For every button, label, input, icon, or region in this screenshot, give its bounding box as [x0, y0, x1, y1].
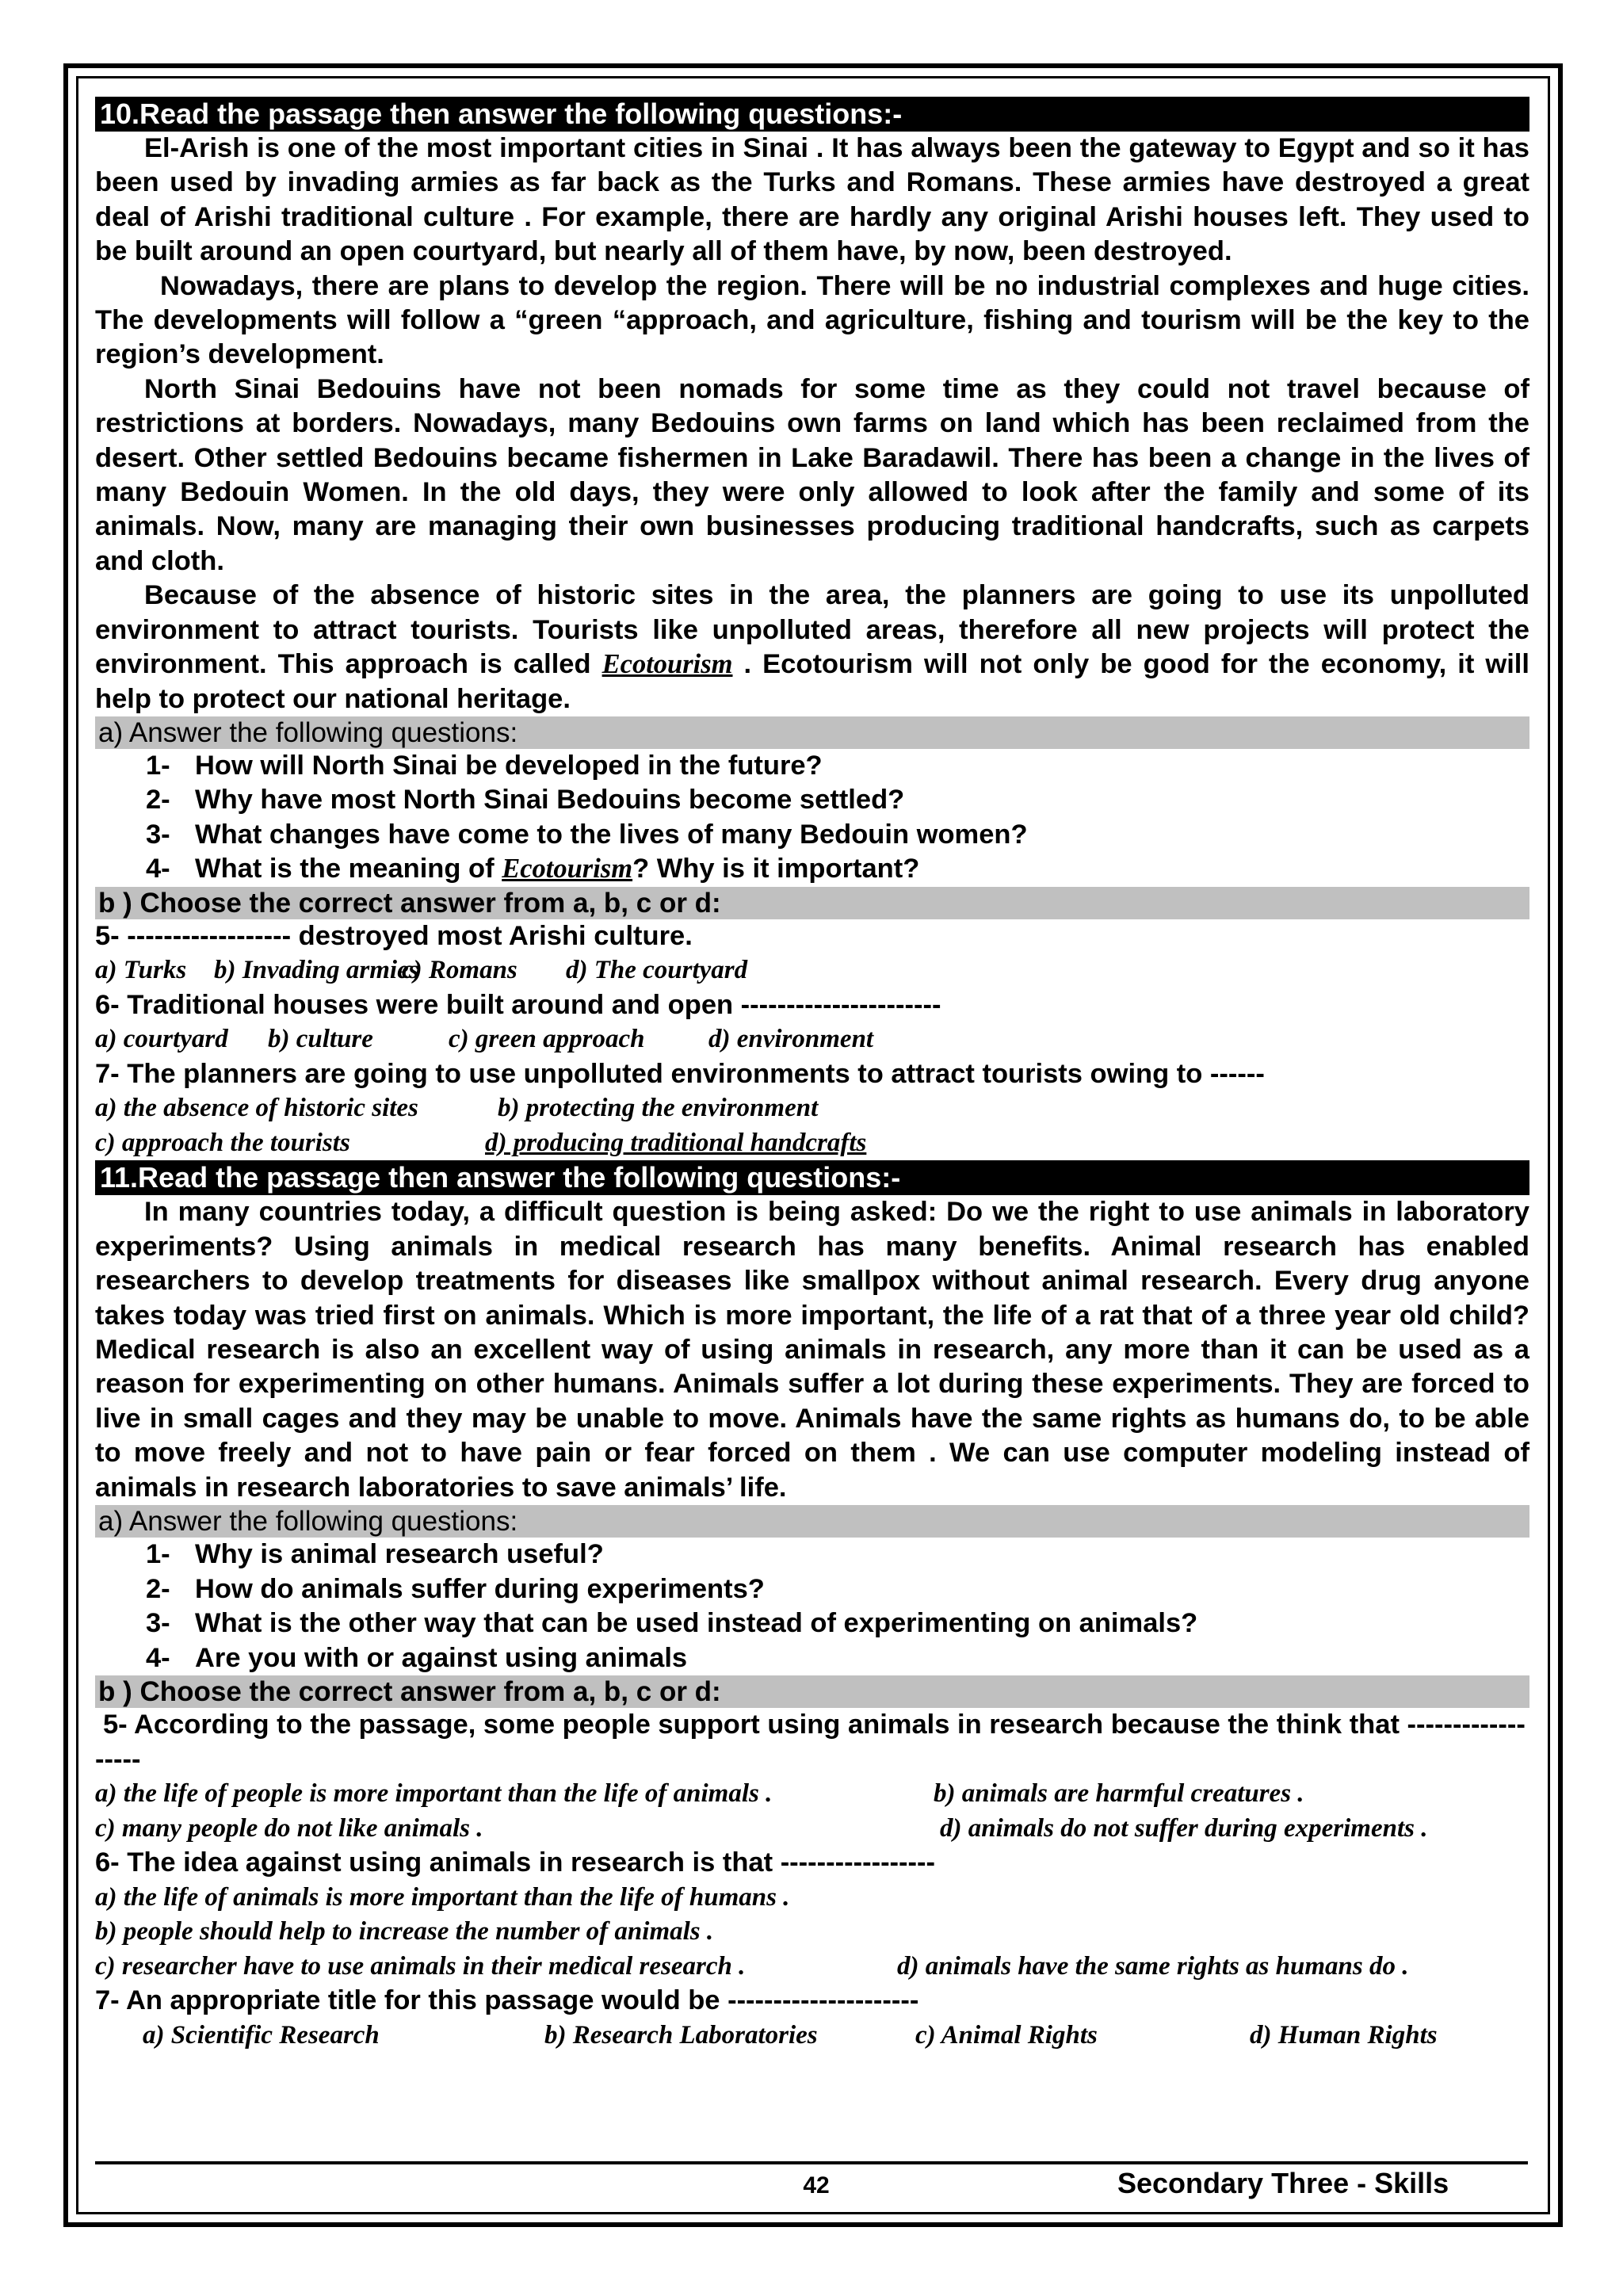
option-b: b) protecting the environment — [498, 1094, 819, 1123]
option-d: d) environment — [708, 1025, 874, 1054]
q10-section-b-header: b ) Choose the correct answer from a, b, c or d: — [95, 887, 1529, 919]
option-d: d) producing traditional handcrafts — [485, 1128, 867, 1157]
q10-ecotourism-term: Ecotourism — [601, 649, 733, 680]
q11-mc6-stem: 6- The idea against using animals in research is that ----------------- — [95, 1847, 935, 1878]
option-c: c) many people do not like animals . — [95, 1813, 483, 1843]
q10-passage-para-2: Nowadays, there are plans to develop the region. There will be no industrial complexes and huge cities. The developments will follow a “green “approach, and agriculture, fishing and tourism will be the key to the region’s development. — [95, 270, 1529, 370]
q11-mc5-options-line-1 — [95, 1777, 1529, 1812]
q10-passage-para-4 — [95, 579, 1529, 716]
q11-question-1: 1- Why is animal research useful? — [146, 1539, 604, 1570]
option-d: d) Human Rights — [1250, 2020, 1438, 2050]
q10-question-4: 4- What is the meaning of Ecotourism? Why is it important? — [146, 854, 920, 884]
q11-question-4: 4- Are you with or against using animals — [146, 1642, 688, 1673]
option-c: c) green approach — [449, 1025, 645, 1054]
option-b: b) people should help to increase the number of animals . — [95, 1917, 714, 1946]
q10-question-1: 1- How will North Sinai be developed in the future? — [146, 750, 823, 781]
q11-question-2: 2- How do animals suffer during experiments? — [146, 1573, 765, 1604]
option-d: d) animals have the same rights as humans do . — [897, 1951, 1409, 1981]
q11-mc7-stem: 7- An appropriate title for this passage would be --------------------- — [95, 1985, 919, 2016]
q10-question-4-term: Ecotourism — [502, 854, 633, 884]
q11-mc5-options-line-2 — [95, 1812, 1529, 1847]
option-a: a) Scientific Research — [143, 2020, 380, 2050]
footer-title: Secondary Three - Skills — [1117, 2167, 1449, 2199]
option-c: c) researcher have to use animals in their medical research . — [95, 1951, 746, 1981]
q11-mc6-options-line-1 — [95, 1881, 1529, 1916]
option-b: b) culture — [268, 1025, 373, 1054]
option-c: c) Romans — [402, 956, 517, 985]
q10-mc6-options — [95, 1022, 1529, 1057]
q11-passage: In many countries today, a difficult question is being asked: Do we the right to use animals in laboratory experiments? Using animals in medical research has many benefits. Animal research has enabled researchers to develop treatments for diseases like smallpox without animal research. Every drug anyone takes today was tried first on animals. Which is more important, the life of a rat that of a three year old child? Medical research is also an excellent way of using animals in research, any more than it can be used as a reason for experimenting on other humans. Animals suffer a lot during these experiments. They are forced to live in small cages and they may be unable to move. Animals have the same rights as humans do, to be able to move freely and not to have pain or fear forced on them . We can use computer modeling instead of animals in research laboratories to save animals’ life. — [95, 1197, 1529, 1503]
q10-mc5-stem: 5- ------------------ destroyed most Arishi culture. — [95, 920, 693, 951]
option-a: a) courtyard — [95, 1025, 228, 1054]
option-b: b) Invading armies — [214, 956, 419, 985]
worksheet-content — [95, 97, 1529, 2053]
q10-mc7-options-line-1 — [95, 1091, 1529, 1126]
option-a: a) the life of animals is more important than the life of humans . — [95, 1882, 790, 1912]
option-c: c) approach the tourists — [95, 1128, 350, 1157]
q11-mc7-options — [95, 2019, 1529, 2053]
page-number: 42 — [803, 2172, 830, 2199]
option-d: d) The courtyard — [566, 956, 748, 985]
q10-passage-para-4-end: . Ecotourism will not only be good for the economy, it will help to protect our national heritage. — [95, 649, 1529, 714]
option-a: a) Turks — [95, 956, 187, 985]
q11-mc6-options-line-2 — [95, 1915, 1529, 1950]
q10-header: 10.Read the passage then answer the following questions:- — [95, 97, 1529, 132]
option-c: c) Animal Rights — [915, 2020, 1098, 2050]
q11-mc6-options-line-3 — [95, 1950, 1529, 1985]
q11-section-a-header: a) Answer the following questions: — [95, 1505, 1529, 1538]
q10-question-3: 3- What changes have come to the lives of many Bedouin women? — [146, 819, 1028, 850]
q10-mc5-options — [95, 953, 1529, 988]
footer-rule — [95, 2161, 1528, 2164]
q10-passage-para-1: El-Arish is one of the most important cities in Sinai . It has always been the gateway to Egypt and so it has been used by invading armies as far back as the Turks and Romans. These armies have destroyed a great deal of Arishi traditional culture . For example, there are hardly any original Arishi houses left. They used to be built around an open courtyard, but nearly all of them have, by now, been destroyed. — [95, 133, 1529, 267]
option-b: b) animals are harmful creatures . — [934, 1779, 1304, 1809]
q10-mc7-options-line-2 — [95, 1126, 1529, 1161]
q10-mc7-stem: 7- The planners are going to use unpolluted environments to attract tourists owing to ------ — [95, 1058, 1265, 1089]
q10-passage-para-4-start: Because of the absence of historic sites in the area, the planners are going to use its unpolluted environment to attract tourists. Tourists like unpolluted areas, therefore all new projects will protect the environment. This approach is called — [95, 580, 1529, 680]
q10-question-2: 2- Why have most North Sinai Bedouins become settled? — [146, 785, 905, 816]
q10-mc6-stem: 6- Traditional houses were built around and open ---------------------- — [95, 989, 941, 1020]
q11-question-3: 3- What is the other way that can be used instead of experimenting on animals? — [146, 1608, 1198, 1639]
q10-section-a-header: a) Answer the following questions: — [95, 716, 1529, 749]
option-b: b) Research Laboratories — [544, 2020, 818, 2050]
q11-header: 11.Read the passage then answer the following questions:- — [95, 1160, 1529, 1195]
q11-mc5-stem: 5- According to the passage, some people support using animals in research because the think that ------------------ — [95, 1710, 1526, 1775]
q11-section-b-header: b ) Choose the correct answer from a, b, c or d: — [95, 1675, 1529, 1708]
option-d: d) animals do not suffer during experiments . — [940, 1813, 1428, 1843]
option-a: a) the absence of historic sites — [95, 1094, 418, 1123]
option-a: a) the life of people is more important than the life of animals . — [95, 1779, 773, 1809]
q10-passage-para-3: North Sinai Bedouins have not been nomads for some time as they could not travel because of restrictions at borders. Nowadays, many Bedouins own farms on land which has been reclaimed from the desert. Other settled Bedouins became fishermen in Lake Baradawil. There has been a change in the lives of many Bedouin Women. In the old days, they were only allowed to look after the family and some of its animals. Now, many are managing their own businesses producing traditional handcrafts, such as carpets and cloth. — [95, 373, 1529, 576]
